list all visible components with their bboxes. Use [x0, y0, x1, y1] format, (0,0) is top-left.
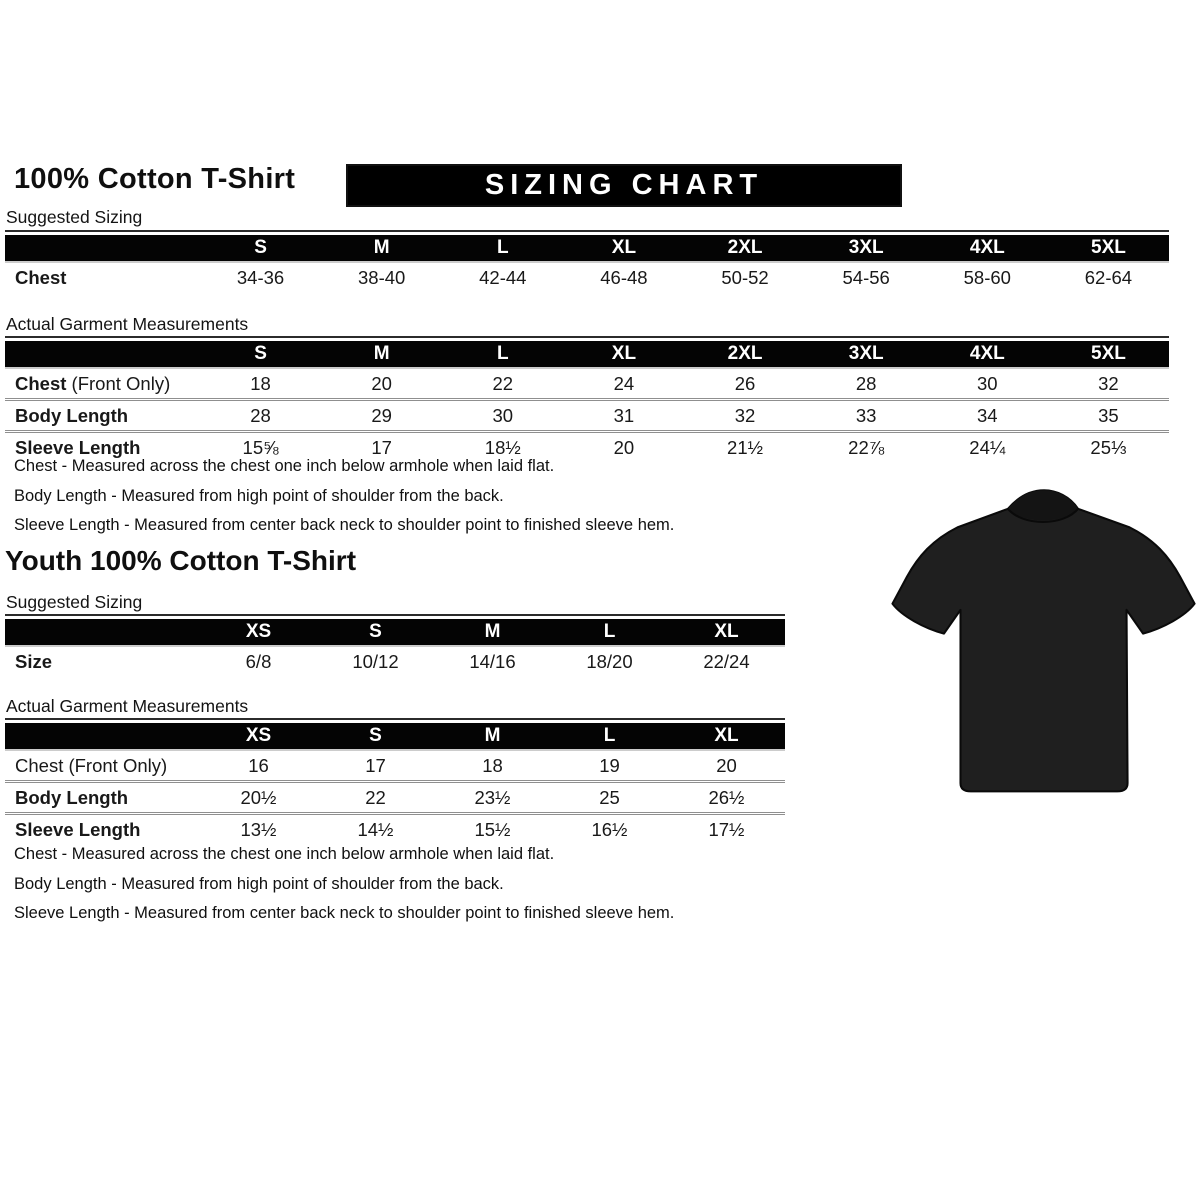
- size-column-header: XL: [563, 235, 684, 262]
- youth-measurement-notes: [14, 840, 674, 929]
- tshirt-product-image: [888, 482, 1198, 812]
- measurement-cell: 20: [563, 432, 684, 463]
- youth-section-title: Youth 100% Cotton T-Shirt: [5, 545, 357, 576]
- measurement-cell: 22: [492, 372, 514, 394]
- size-column-header: XS: [200, 723, 317, 750]
- measurement-cell: 22/24: [703, 650, 750, 672]
- measurement-cell: 58-60: [963, 266, 1011, 288]
- row-label-header: [5, 341, 200, 368]
- adult-measurement-notes: [14, 452, 674, 541]
- measurement-cell: 14/16: [469, 650, 516, 672]
- measurement-cell: 16½: [551, 814, 668, 845]
- note-line: Body Length - Measured from high point of shoulder from the back.: [14, 486, 504, 505]
- table-top-rule: [5, 718, 785, 720]
- youth-actual-measurements-table-wrap: [5, 718, 785, 844]
- note-line: Body Length - Measured from high point of shoulder from the back.: [14, 874, 504, 893]
- size-column-header: XL: [668, 619, 785, 646]
- size-column-header: S: [200, 235, 321, 262]
- measurement-cell: 14½: [317, 814, 434, 845]
- measurement-cell: 33: [806, 400, 927, 432]
- size-column-header: L: [442, 341, 563, 368]
- measurement-cell: 21½: [685, 432, 806, 463]
- size-column-header: 2XL: [685, 235, 806, 262]
- size-column-header: M: [321, 341, 442, 368]
- note-line: Chest - Measured across the chest one inch below armhole when laid flat.: [14, 457, 555, 475]
- measurement-cell: 54-56: [842, 266, 890, 288]
- measurement-cell: 17: [365, 754, 386, 776]
- table-top-rule: [5, 614, 785, 616]
- measurement-cell: 15⅝: [200, 432, 321, 463]
- measurement-cell: 42-44: [479, 266, 527, 288]
- measurement-cell: 28: [200, 400, 321, 432]
- adult-suggested-sizing-table-wrap: [5, 230, 1169, 292]
- measurement-row: [5, 262, 1169, 292]
- note-line: Sleeve Length - Measured from center back neck to shoulder point to finished sleeve hem.: [14, 516, 675, 534]
- measurement-cell: 20: [371, 372, 392, 394]
- size-header-row: [5, 235, 1169, 262]
- measurement-cell: 32: [1098, 372, 1119, 394]
- measurement-cell: 24¼: [927, 432, 1048, 463]
- row-label-header: [5, 619, 200, 646]
- adult-actual-measurements-label: Actual Garment Measurements: [6, 314, 249, 334]
- table-top-rule: [5, 230, 1169, 232]
- measurement-row: [5, 782, 785, 814]
- measurement-cell: 34-36: [236, 266, 285, 288]
- black-tshirt-icon: [888, 482, 1198, 812]
- measurement-cell: 10/12: [352, 650, 399, 672]
- measurement-cell: 34: [927, 400, 1048, 432]
- row-label-cell: Sleeve Length: [5, 814, 200, 845]
- size-column-header: 4XL: [927, 235, 1048, 262]
- size-column-header: S: [317, 723, 434, 750]
- measurement-cell: 18: [250, 372, 271, 394]
- note-line: Chest - Measured across the chest one inch below armhole when laid flat.: [14, 845, 555, 863]
- size-column-header: 5XL: [1048, 341, 1169, 368]
- size-column-header: M: [434, 619, 551, 646]
- measurement-cell: 30: [442, 400, 563, 432]
- measurement-cell: 50-52: [721, 266, 769, 288]
- adult-suggested-sizing-label: Suggested Sizing: [6, 207, 143, 227]
- size-header-row: [5, 619, 785, 646]
- measurement-row: [5, 646, 785, 676]
- youth-suggested-sizing-label: Suggested Sizing: [6, 592, 143, 612]
- measurement-cell: 20½: [200, 782, 317, 814]
- size-column-header: 4XL: [927, 341, 1048, 368]
- measurement-cell: 18: [482, 754, 503, 776]
- note-line: Sleeve Length - Measured from center back neck to shoulder point to finished sleeve hem.: [14, 904, 675, 922]
- size-column-header: L: [551, 723, 668, 750]
- measurement-cell: 16: [248, 754, 269, 776]
- size-column-header: XL: [668, 723, 785, 750]
- size-column-header: L: [442, 235, 563, 262]
- measurement-cell: 19: [599, 754, 620, 776]
- measurement-cell: 38-40: [358, 266, 406, 288]
- size-column-header: 2XL: [685, 341, 806, 368]
- measurement-cell: 6/8: [245, 650, 272, 672]
- measurement-cell: 25: [551, 782, 668, 814]
- size-column-header: M: [434, 723, 551, 750]
- table-top-rule: [5, 336, 1169, 338]
- row-label-cell: Body Length: [5, 400, 200, 432]
- measurement-cell: 25⅓: [1048, 432, 1169, 463]
- size-column-header: S: [317, 619, 434, 646]
- measurement-cell: 26½: [668, 782, 785, 814]
- row-label-cell: Chest (Front Only): [15, 372, 171, 394]
- measurement-cell: 22⅞: [806, 432, 927, 463]
- measurement-cell: 20: [716, 754, 737, 776]
- size-column-header: 3XL: [806, 341, 927, 368]
- measurement-cell: 18/20: [586, 650, 633, 672]
- youth-suggested-sizing-table: [5, 619, 785, 676]
- size-header-row: [5, 723, 785, 750]
- row-label-cell: Sleeve Length: [5, 432, 200, 463]
- row-label-header: [5, 723, 200, 750]
- adult-suggested-sizing-table: [5, 235, 1169, 292]
- size-column-header: S: [200, 341, 321, 368]
- adult-actual-measurements-table-wrap: [5, 336, 1169, 462]
- measurement-row: [5, 750, 785, 782]
- page-title: 100% Cotton T-Shirt: [14, 163, 296, 195]
- measurement-cell: 18½: [442, 432, 563, 463]
- size-column-header: L: [551, 619, 668, 646]
- row-label-cell: Body Length: [5, 782, 200, 814]
- measurement-row: [5, 400, 1169, 432]
- measurement-cell: 32: [685, 400, 806, 432]
- sizing-chart-banner: SIZING CHART: [348, 166, 900, 205]
- row-label-cell: Chest: [15, 266, 67, 288]
- measurement-cell: 23½: [434, 782, 551, 814]
- measurement-cell: 17½: [668, 814, 785, 845]
- measurement-cell: 62-64: [1084, 266, 1133, 288]
- size-column-header: 3XL: [806, 235, 927, 262]
- measurement-cell: 35: [1048, 400, 1169, 432]
- size-column-header: M: [321, 235, 442, 262]
- measurement-cell: 24: [613, 372, 635, 394]
- measurement-cell: 28: [855, 372, 877, 394]
- size-column-header: XS: [200, 619, 317, 646]
- row-label-cell: Size: [15, 650, 53, 672]
- row-label-header: [5, 235, 200, 262]
- adult-actual-measurements-table: [5, 341, 1169, 462]
- measurement-row: [5, 368, 1169, 400]
- row-label-cell: Chest (Front Only): [15, 754, 168, 776]
- size-header-row: [5, 341, 1169, 368]
- youth-suggested-sizing-table-wrap: [5, 614, 785, 676]
- measurement-cell: 13½: [200, 814, 317, 845]
- youth-actual-measurements-label: Actual Garment Measurements: [6, 696, 249, 716]
- measurement-cell: 26: [734, 372, 756, 394]
- measurement-cell: 15½: [434, 814, 551, 845]
- measurement-cell: 46-48: [600, 266, 648, 288]
- size-column-header: 5XL: [1048, 235, 1169, 262]
- measurement-cell: 17: [321, 432, 442, 463]
- measurement-cell: 31: [563, 400, 684, 432]
- measurement-cell: 22: [317, 782, 434, 814]
- youth-actual-measurements-table: [5, 723, 785, 844]
- measurement-cell: 30: [977, 372, 998, 394]
- measurement-cell: 29: [321, 400, 442, 432]
- size-column-header: XL: [563, 341, 684, 368]
